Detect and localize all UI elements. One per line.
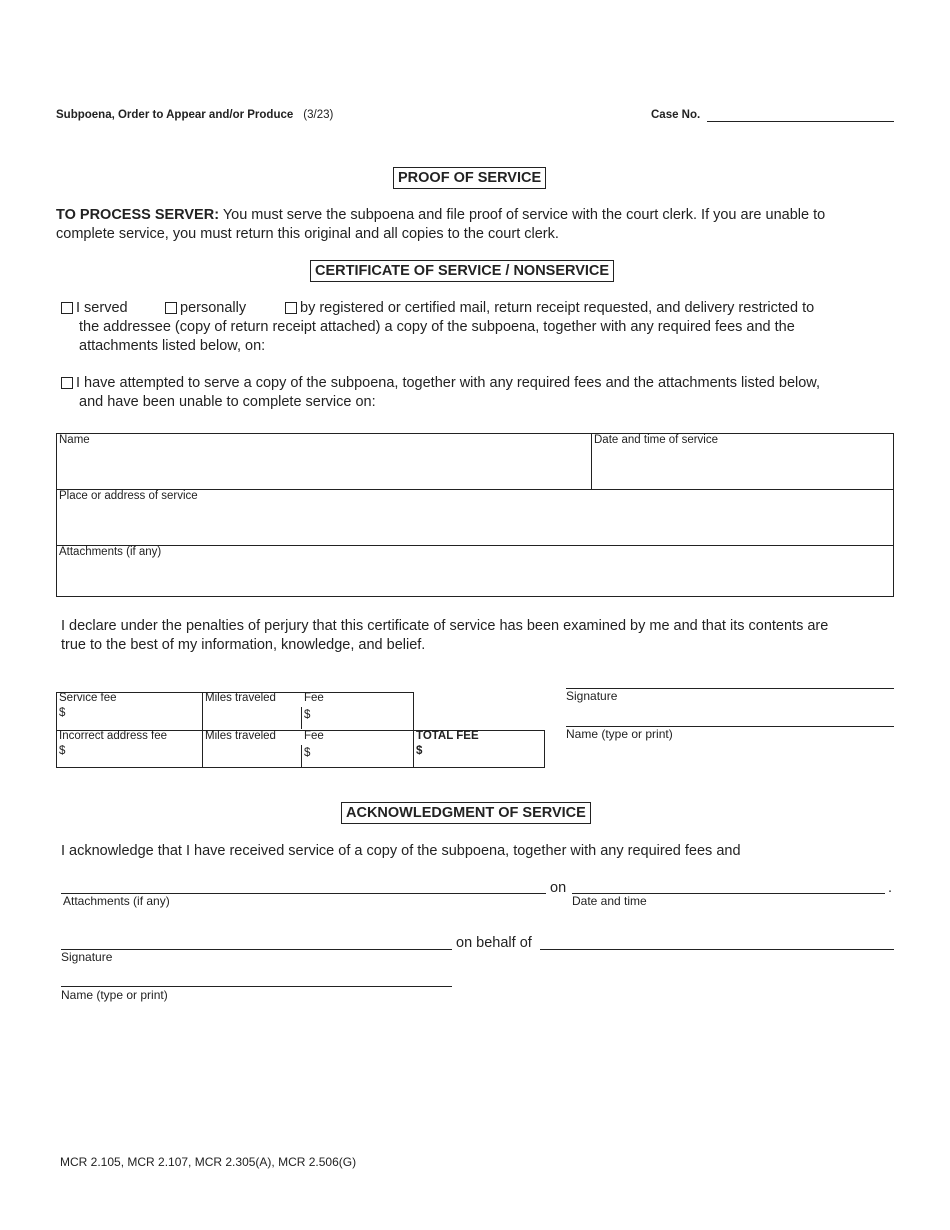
datetime-field-label: Date and time of service [594, 434, 719, 446]
table-divider [56, 545, 894, 546]
personally-label: personally [180, 300, 247, 316]
fee-2-dollar: $ [304, 747, 311, 759]
incorrect-address-fee-input[interactable] [68, 744, 198, 764]
ack-on-behalf-of-line[interactable] [540, 949, 894, 950]
fee-dollar: $ [304, 709, 311, 721]
ack-name-label: Name (type or print) [61, 988, 168, 1002]
service-fee-input[interactable] [68, 706, 198, 726]
service-fee-label: Service fee [59, 692, 117, 704]
fee-2-label: Fee [304, 730, 324, 742]
fee-label: Fee [304, 692, 324, 704]
miles-traveled-2-label: Miles traveled [205, 730, 276, 742]
declaration-line-2: true to the best of my information, knowledge, and belief. [61, 637, 426, 653]
total-fee-dollar: $ [416, 745, 423, 757]
ack-period: . [888, 880, 893, 896]
attempted-checkbox[interactable] [61, 377, 73, 389]
fee-2-input[interactable] [313, 745, 411, 765]
instruction-line-2: complete service, you must return this original and all copies to the court clerk. [56, 226, 559, 242]
ack-on-behalf-of-text: on behalf of [456, 935, 532, 951]
instruction-heading: TO PROCESS SERVER: [56, 207, 220, 223]
attachments-field-label: Attachments (if any) [59, 546, 162, 558]
personally-checkbox[interactable] [165, 302, 177, 314]
served-text-line-2: the addressee (copy of return receipt attached) a copy of the subpoena, together with any required fees and the [79, 319, 795, 335]
served-label: I served [76, 300, 128, 316]
court-rules-reference: MCR 2.105, MCR 2.107, MCR 2.305(A), MCR 2.506(G) [60, 1155, 357, 1169]
incorrect-address-fee-dollar: $ [59, 745, 66, 757]
miles-traveled-input[interactable] [205, 707, 299, 727]
proof-of-service-title: PROOF OF SERVICE [393, 167, 546, 189]
table-divider [591, 433, 592, 490]
attempted-option [61, 374, 820, 393]
ack-datetime-label: Date and time [572, 894, 647, 908]
table-divider [301, 707, 302, 729]
instruction-line-1: You must serve the subpoena and file proof of service with the court clerk. If you are unable to [219, 207, 826, 223]
attempted-text-line-2: and have been unable to complete service on: [79, 394, 376, 410]
place-field[interactable] [58, 506, 890, 542]
case-number-label: Case No. [651, 109, 701, 121]
process-server-instruction [56, 206, 916, 244]
attachments-field[interactable] [58, 562, 890, 594]
datetime-field[interactable] [594, 450, 890, 486]
ack-attachments-label: Attachments (if any) [63, 894, 170, 908]
personally-option [165, 299, 246, 318]
ack-on-text: on [550, 880, 567, 896]
table-divider [301, 745, 302, 767]
place-field-label: Place or address of service [59, 490, 198, 502]
incorrect-address-fee-label: Incorrect address fee [59, 730, 168, 742]
acknowledgment-title: ACKNOWLEDGMENT OF SERVICE [341, 802, 591, 824]
mail-checkbox[interactable] [285, 302, 297, 314]
service-fee-dollar: $ [59, 707, 66, 719]
ack-signature-line[interactable] [61, 949, 452, 950]
served-text-line-3: attachments listed below, on: [79, 338, 266, 354]
miles-traveled-2-input[interactable] [205, 745, 299, 765]
form-title-text: Subpoena, Order to Appear and/or Produce [56, 109, 294, 121]
form-revision: (3/23) [303, 109, 334, 121]
certificate-title: CERTIFICATE OF SERVICE / NONSERVICE [310, 260, 614, 282]
miles-traveled-label: Miles traveled [205, 692, 276, 704]
perjury-declaration [61, 617, 921, 655]
total-fee-label: TOTAL FEE [416, 730, 479, 742]
ack-signature-label: Signature [61, 950, 113, 964]
fee-input[interactable] [313, 707, 411, 727]
attempted-label: I have attempted to serve a copy of the subpoena, together with any required fees and the attachments listed below, [76, 375, 820, 391]
table-divider [202, 692, 203, 768]
acknowledgment-text: I acknowledge that I have received service of a copy of the subpoena, together with any required fees and [61, 843, 741, 859]
declaration-line-1: I declare under the penalties of perjury that this certificate of service has been examined by me and that its contents are [61, 618, 829, 634]
served-option-row [61, 299, 128, 318]
served-checkbox[interactable] [61, 302, 73, 314]
server-signature-label: Signature [566, 689, 618, 703]
case-number-field[interactable] [707, 121, 894, 122]
name-field-label: Name [59, 434, 90, 446]
form-title [56, 109, 333, 121]
total-fee-input[interactable] [425, 744, 541, 764]
name-field[interactable] [58, 450, 588, 486]
server-name-label: Name (type or print) [566, 727, 673, 741]
mail-label: by registered or certified mail, return receipt requested, and delivery restricted to [300, 300, 815, 316]
mail-option [285, 299, 814, 318]
ack-name-line[interactable] [61, 986, 452, 987]
